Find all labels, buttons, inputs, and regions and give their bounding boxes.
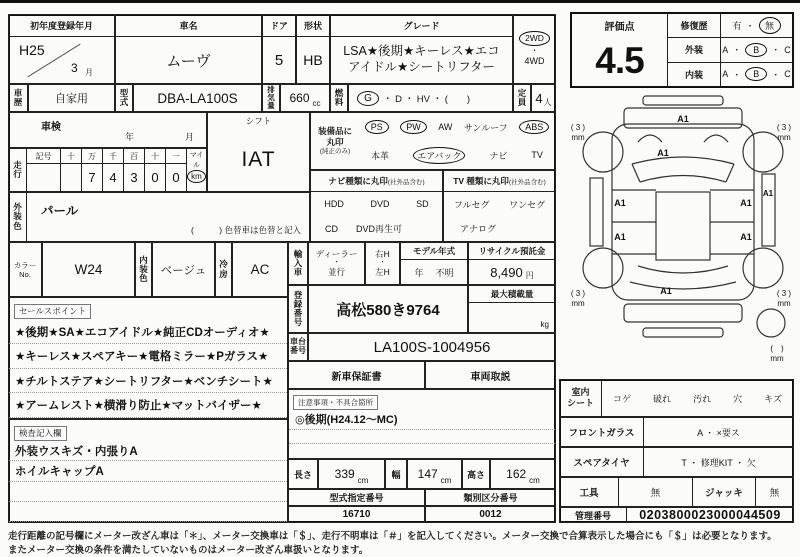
col-header: 十 xyxy=(145,149,165,164)
roof-panel xyxy=(656,192,710,260)
tool-value: 無 xyxy=(619,478,693,506)
nav-hdd: HDD xyxy=(324,199,344,210)
tread-front-left: ( 3 ) xyxy=(570,123,586,132)
inspector-label: 検査記入欄 xyxy=(14,426,67,441)
interior-grade-row xyxy=(668,63,792,86)
length-label: 長さ xyxy=(288,459,318,489)
mileage-sym-value xyxy=(27,164,60,191)
col-header: 一 xyxy=(166,149,186,164)
equip-sunroof: サンルーフ xyxy=(463,122,508,133)
equip-aw: AW xyxy=(438,122,453,132)
shape-cell xyxy=(296,14,330,84)
model-year-value: 年 不明 xyxy=(414,267,454,278)
type-number-label: 型式指定番号 xyxy=(288,489,425,506)
windshield-value: A ・ ×要ス xyxy=(697,427,740,438)
sales-points-section xyxy=(8,297,288,419)
nav-dvd: DVD xyxy=(370,199,390,210)
mileage-col-6 xyxy=(166,149,187,191)
capacity-unit: 人 xyxy=(543,98,552,107)
mileage-sym-col xyxy=(27,149,61,191)
tv-row1 xyxy=(444,192,555,217)
tread-unit: mm xyxy=(770,354,784,363)
capacity-value xyxy=(531,84,556,112)
rating-box xyxy=(570,12,794,88)
seat-stain: 汚れ xyxy=(693,393,712,404)
equipment-row2 xyxy=(359,141,555,169)
exterior-grade-row xyxy=(668,38,792,62)
reg-year: H25 xyxy=(19,42,45,58)
col-header: 百 xyxy=(124,149,144,164)
interior-color-label: 内装色 xyxy=(135,242,152,297)
damage-mark-right-rear-door: A1 xyxy=(740,232,752,242)
car-name-value: ムーヴ xyxy=(166,52,211,70)
shift-value: IAT xyxy=(241,148,276,171)
seat-row xyxy=(559,379,794,417)
digit: 4 xyxy=(109,170,117,185)
model-year-label: モデル年式 xyxy=(401,243,467,260)
damage-mark-left-rear-door: A1 xyxy=(614,232,626,242)
mileage-sym-header: 記号 xyxy=(27,149,60,164)
rating-score-value: 4.5 xyxy=(595,40,644,81)
chassis-value: LA100S-1004956 xyxy=(308,333,556,361)
grade-line1: LSA★後期★キーレス★エコ xyxy=(343,44,500,59)
spare-tire-value: T ・ 修理KIT ・ 欠 xyxy=(681,457,756,468)
equipment-row1 xyxy=(359,113,555,141)
windshield-bottom xyxy=(640,176,726,183)
management-value: 0203800023000044509 xyxy=(639,508,781,522)
seat-tear: 破れ xyxy=(653,393,672,404)
height-label: 高さ xyxy=(462,459,490,489)
body-color-row xyxy=(8,192,310,242)
nav-cd: CD xyxy=(325,223,338,234)
door-cell xyxy=(262,14,296,84)
displacement-unit: cc xyxy=(312,99,321,108)
jack-label: ジャッキ xyxy=(693,478,756,506)
import-hand-cell: 右H ・ 左H xyxy=(365,242,400,285)
max-load-cell xyxy=(468,285,556,333)
tread-spare: ( ) xyxy=(770,344,784,353)
rear-window-bottom xyxy=(630,282,736,289)
grade-cell xyxy=(330,14,513,84)
registration-value: 高松580き9764 xyxy=(308,285,468,333)
shape-value: HB xyxy=(303,52,323,68)
mileage-block xyxy=(8,148,207,192)
digit xyxy=(61,164,81,191)
shift-label: シフト xyxy=(245,116,272,126)
import-dealer-cell: ディーラー ・ 並行 xyxy=(308,242,365,285)
car-name-cell xyxy=(115,14,262,84)
ac-value: AC xyxy=(232,242,288,297)
grade-line2: アイドル★シートリフター xyxy=(348,60,495,74)
sales-line: ★後期★SA★エコアイドル★純正CDオーディオ★ xyxy=(9,320,287,345)
rear-bottom-strip xyxy=(643,328,723,337)
color-no-label: カラー No. xyxy=(8,242,42,297)
length-value: 339 cm xyxy=(318,459,385,489)
grade-value xyxy=(331,37,512,83)
tread-front-right: ( 3 ) xyxy=(776,123,792,132)
displacement-label: 排気量 xyxy=(262,84,280,112)
shift-cell xyxy=(207,112,310,192)
interior-b-circled: B xyxy=(745,67,767,81)
management-row xyxy=(559,507,794,523)
inspector-line-empty xyxy=(9,482,287,502)
equip-ps-circled: PS xyxy=(365,120,389,134)
equip-airbag-circled: エアバック xyxy=(413,147,465,164)
grade-label: グレード xyxy=(331,15,512,37)
col-header: 千 xyxy=(103,149,123,164)
class-number-value: 0012 xyxy=(425,506,556,523)
fuel-label: 燃料 xyxy=(330,84,348,112)
sales-tag-row xyxy=(9,298,287,320)
spare-tire-label: スペアタイヤ xyxy=(560,448,644,476)
footer-note-line2: またメーター交換の条件を満たしていないものはメーター改ざん車扱いとなります。 xyxy=(8,545,369,556)
repair-history-label: 修復歴 xyxy=(668,14,721,37)
tv-row2 xyxy=(444,217,555,242)
shaken-year-label: 年 xyxy=(124,132,134,142)
rating-score-col xyxy=(572,14,668,86)
tools-row xyxy=(559,477,794,507)
tv-type-header: TV 種類に丸印 (社外品含む) xyxy=(444,171,555,192)
sales-line: ★チルトステア★シートリフター★ベンチシート★ xyxy=(9,369,287,394)
drivetrain-cell xyxy=(513,14,556,84)
nav-type-box xyxy=(310,170,443,242)
nav-row1 xyxy=(311,192,442,217)
reg-month: 3 xyxy=(71,61,78,75)
windshield-top xyxy=(632,157,734,164)
equip-leather: 本革 xyxy=(371,150,390,161)
displacement-number: 660 xyxy=(289,91,310,105)
ac-label: 冷房 xyxy=(215,242,232,297)
rear-bumper xyxy=(624,304,742,322)
seat-label: 室内 シート xyxy=(560,380,602,416)
inspector-line: 外装ウスキズ・内張りA xyxy=(9,441,287,461)
mileage-col-3 xyxy=(103,149,124,191)
tread-rear-right: ( 3 ) xyxy=(776,289,792,298)
windshield-label: フロントガラス xyxy=(560,418,644,446)
spare-tire-row xyxy=(559,447,794,477)
door-value: 5 xyxy=(274,51,284,69)
capacity-label: 定員 xyxy=(513,84,531,112)
max-load-value xyxy=(469,303,555,332)
car-name-label: 車名 xyxy=(116,15,261,37)
col-header: 万 xyxy=(82,149,102,164)
recycle-label: リサイクル預託金 xyxy=(469,243,555,260)
damage-mark-rear: A1 xyxy=(660,286,672,296)
damage-mark-right-sill: A1 xyxy=(762,189,774,198)
nav-dvd-play: DVD再生可 xyxy=(356,224,403,235)
front-top-strip xyxy=(643,96,723,105)
type-number-value: 16710 xyxy=(288,506,425,523)
mileage-unit-col xyxy=(187,149,206,191)
fuel-rest: ・ D ・ HV ・ ( ) xyxy=(383,94,471,105)
mileage-col-4 xyxy=(124,149,145,191)
interior-grade-value: A ・ B ・ C xyxy=(722,69,791,80)
tread-unit: mm xyxy=(777,133,791,142)
height-value: 162 cm xyxy=(490,459,556,489)
windshield-sides xyxy=(632,164,734,182)
scan-top-line xyxy=(0,0,800,3)
mileage-col-1 xyxy=(61,149,82,191)
fuel-value xyxy=(348,84,513,112)
tread-rear-left: ( 3 ) xyxy=(570,289,586,298)
tread-unit: mm xyxy=(777,299,791,308)
sill-right xyxy=(762,174,775,246)
width-label: 幅 xyxy=(385,459,407,489)
body-color-content xyxy=(27,193,309,241)
col-header: 十 xyxy=(61,149,81,164)
equipment-box xyxy=(310,112,556,170)
mile-label: マイル xyxy=(189,152,204,169)
seat-items xyxy=(602,380,793,416)
max-load-label: 最大積載量 xyxy=(469,286,555,303)
wheel-front-left xyxy=(583,132,623,172)
tv-type-box xyxy=(443,170,556,242)
equipment-items xyxy=(359,113,555,169)
sales-points-label: セールスポイント xyxy=(14,304,91,319)
mileage-col-5 xyxy=(145,149,166,191)
tread-unit: mm xyxy=(571,133,585,142)
model-year-cell xyxy=(400,242,468,285)
km-circled: km xyxy=(187,170,206,183)
seat-hole: 穴 xyxy=(733,393,743,404)
tv-analog: アナログ xyxy=(460,224,497,235)
digit: 0 xyxy=(151,170,159,185)
drive-dot: ・ xyxy=(530,45,539,55)
damage-mark-right-front-door: A1 xyxy=(740,198,752,208)
width-value: 147 cm xyxy=(407,459,462,489)
tv-oneseg: ワンセグ xyxy=(509,199,546,210)
seat-burn: コゲ xyxy=(613,393,632,404)
rating-detail-col xyxy=(668,14,792,86)
shaken-cell xyxy=(8,112,207,148)
history-value: 自家用 xyxy=(28,84,115,112)
registration-label: 登録番号 xyxy=(288,285,308,333)
nav-type-header: ナビ種類に丸印 (社外品含む) xyxy=(311,171,442,192)
first-registration-cell xyxy=(8,14,115,84)
inspector-section xyxy=(8,419,288,523)
sill-left xyxy=(590,178,603,246)
door-label: ドア xyxy=(263,15,295,37)
shape-label: 形状 xyxy=(297,15,329,37)
interior-color-value: ベージュ xyxy=(152,242,215,297)
damage-mark-left-front-door: A1 xyxy=(614,198,626,208)
displacement-value xyxy=(280,84,330,112)
mileage-label: 走行 xyxy=(9,149,27,191)
warranty-cell: 新車保証書 xyxy=(288,361,425,389)
reg-month-suffix: 月 xyxy=(85,68,93,77)
damage-mark-hood: A1 xyxy=(657,148,669,158)
notes-line-empty xyxy=(289,430,555,445)
inspector-tag-row xyxy=(9,420,287,441)
sales-line: ★アームレスト★横滑り防止★マットバイザー★ xyxy=(9,393,287,418)
repair-no-circled: 無 xyxy=(759,17,781,34)
exterior-b-circled: B xyxy=(745,43,767,57)
model-code-label: 型式 xyxy=(115,84,133,112)
equip-tv: TV xyxy=(531,150,543,160)
mileage-col-2 xyxy=(82,149,103,191)
history-label: 車歴 xyxy=(8,84,28,112)
exterior-grade-label: 外装 xyxy=(668,38,721,61)
headlight-right xyxy=(704,135,728,142)
exterior-grade-value: A ・ B ・ C xyxy=(722,44,791,56)
notes-label: 注意事項・不具合箇所 xyxy=(293,395,378,410)
jack-value: 無 xyxy=(769,488,780,499)
notes-section xyxy=(288,389,556,459)
fuel-g-circled: G xyxy=(357,91,379,106)
body-color-label: 外装色 xyxy=(9,193,27,241)
first-registration-label: 初年度登録年月 xyxy=(9,15,114,37)
inspector-line-empty xyxy=(9,502,287,522)
nav-sd: SD xyxy=(416,199,429,210)
rating-score-label: 評価点 xyxy=(604,21,635,33)
footer-note-line1: 走行距離の記号欄にメーター改ざん車は「＊」、メーター交換車は「＄」、走行不明車は「＃」を記入してください。メーター交換で合算表示した場合にも「＄」は必要となります。 xyxy=(8,531,777,542)
notes-line: ◎後期(H24.12〜MC) xyxy=(289,409,555,430)
tool-label: 工具 xyxy=(560,478,619,506)
equip-navi: ナビ xyxy=(489,150,508,161)
tv-fullseg: フルセグ xyxy=(453,199,490,210)
drive-2wd-circled: 2WD xyxy=(519,31,550,46)
repair-history-value: 有 ・ 無 xyxy=(721,14,792,37)
sales-line: ★キーレス★スペアキー★電格ミラー★Pガラス★ xyxy=(9,344,287,369)
digit: 7 xyxy=(88,170,96,185)
first-registration-value xyxy=(9,37,114,83)
body-color-note: ( ) 色替車は色替と記入 xyxy=(190,225,301,235)
seat-scratch: キズ xyxy=(764,393,782,404)
rear-window-top xyxy=(638,266,728,273)
interior-grade-label: 内装 xyxy=(668,63,721,86)
spare-tire-circle xyxy=(757,309,785,337)
headlight-left xyxy=(638,135,662,142)
inspector-line: ホイルキャップA xyxy=(9,461,287,481)
color-no-value: W24 xyxy=(42,242,135,297)
damage-mark-front-bumper: A1 xyxy=(677,114,689,124)
class-number-label: 類別区分番号 xyxy=(425,489,556,506)
equipment-label: 装備品に 丸印 (純正のみ) xyxy=(317,126,352,155)
recycle-value: 8,490 円 xyxy=(490,264,534,280)
equip-abs-circled: ABS xyxy=(519,120,549,134)
damage-diagram xyxy=(560,90,795,378)
manual-cell: 車両取説 xyxy=(425,361,556,389)
drive-4wd: 4WD xyxy=(524,55,545,66)
chassis-label: 車台番号 xyxy=(288,333,308,361)
body-color-value: パール xyxy=(41,204,79,218)
nav-row2 xyxy=(311,217,442,242)
equip-pw-circled: PW xyxy=(400,120,427,134)
shaken-month-label: 月 xyxy=(184,132,194,142)
notes-tag-row xyxy=(289,390,555,409)
model-code-value: DBA-LA100S xyxy=(133,84,262,112)
notes-line-empty xyxy=(289,444,555,458)
repair-history-row xyxy=(668,14,792,38)
windshield-row xyxy=(559,417,794,447)
digit: 0 xyxy=(172,170,180,185)
tread-unit: mm xyxy=(571,299,585,308)
kg-unit: kg xyxy=(540,320,549,329)
shaken-label: 車検 xyxy=(41,122,61,133)
capacity-number: 4 xyxy=(535,90,543,106)
digit: 3 xyxy=(130,170,138,185)
import-label: 輸入車 xyxy=(288,242,308,285)
recycle-cell xyxy=(468,242,556,285)
management-label: 管理番号 xyxy=(560,508,627,522)
